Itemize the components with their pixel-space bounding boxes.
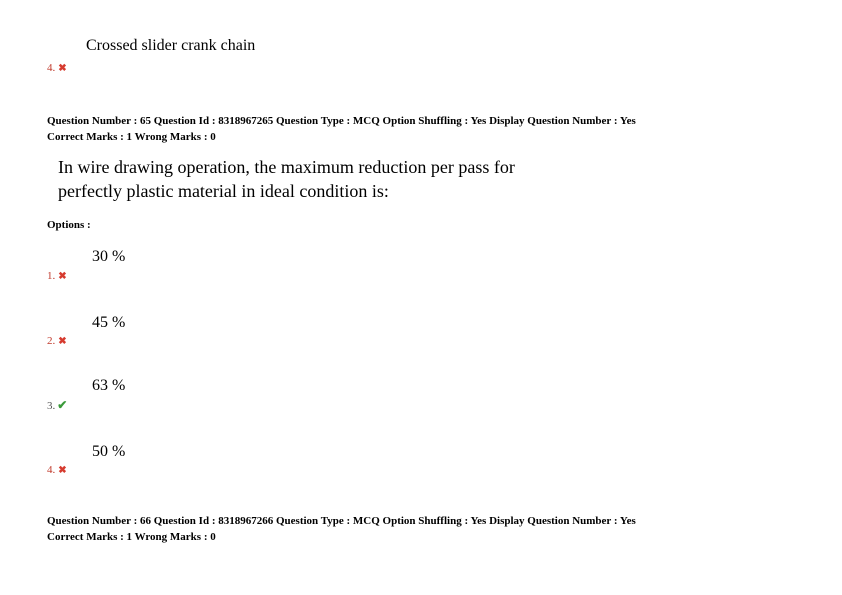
option-4-number: 4.	[47, 464, 56, 476]
question-text-line2: perfectly plastic material in ideal condition is:	[58, 181, 389, 201]
cross-icon: ✖	[58, 336, 67, 347]
option-4-text: 50 %	[92, 443, 126, 460]
cross-icon: ✖	[58, 63, 67, 74]
option-2-number: 2.	[47, 335, 56, 347]
cross-icon: ✖	[58, 465, 67, 476]
option-2-text: 45 %	[92, 314, 126, 331]
option-1-text: 30 %	[92, 248, 126, 265]
cross-icon: ✖	[58, 271, 67, 282]
option-2-marker	[47, 335, 67, 347]
option-3-marker	[47, 398, 67, 413]
option-3-text: 63 %	[92, 377, 126, 394]
question-marks-line: Correct Marks : 1 Wrong Marks : 0	[47, 131, 216, 143]
question-meta-line1: Question Number : 65 Question Id : 8318967265 Question Type : MCQ Option Shuffling : Yes Display Question Number : Yes	[47, 115, 636, 127]
option-1-marker	[47, 270, 67, 282]
prev-option-text: Crossed slider crank chain	[86, 37, 256, 54]
option-1-number: 1.	[47, 270, 56, 282]
options-label: Options :	[47, 219, 91, 231]
next-question-meta	[47, 513, 636, 545]
check-icon: ✔	[57, 398, 68, 412]
next-question-meta-line1: Question Number : 66 Question Id : 8318967266 Question Type : MCQ Option Shuffling : Yes Display Question Number : Yes	[47, 515, 636, 527]
question-text-line1: In wire drawing operation, the maximum reduction per pass for	[58, 157, 515, 177]
next-question-marks-line: Correct Marks : 1 Wrong Marks : 0	[47, 531, 216, 543]
question-text	[58, 155, 618, 203]
option-4-marker	[47, 464, 67, 476]
prev-option-number: 4.	[47, 62, 56, 74]
question-meta	[47, 113, 636, 145]
prev-option-marker	[47, 62, 67, 74]
option-3-number: 3.	[47, 400, 56, 412]
